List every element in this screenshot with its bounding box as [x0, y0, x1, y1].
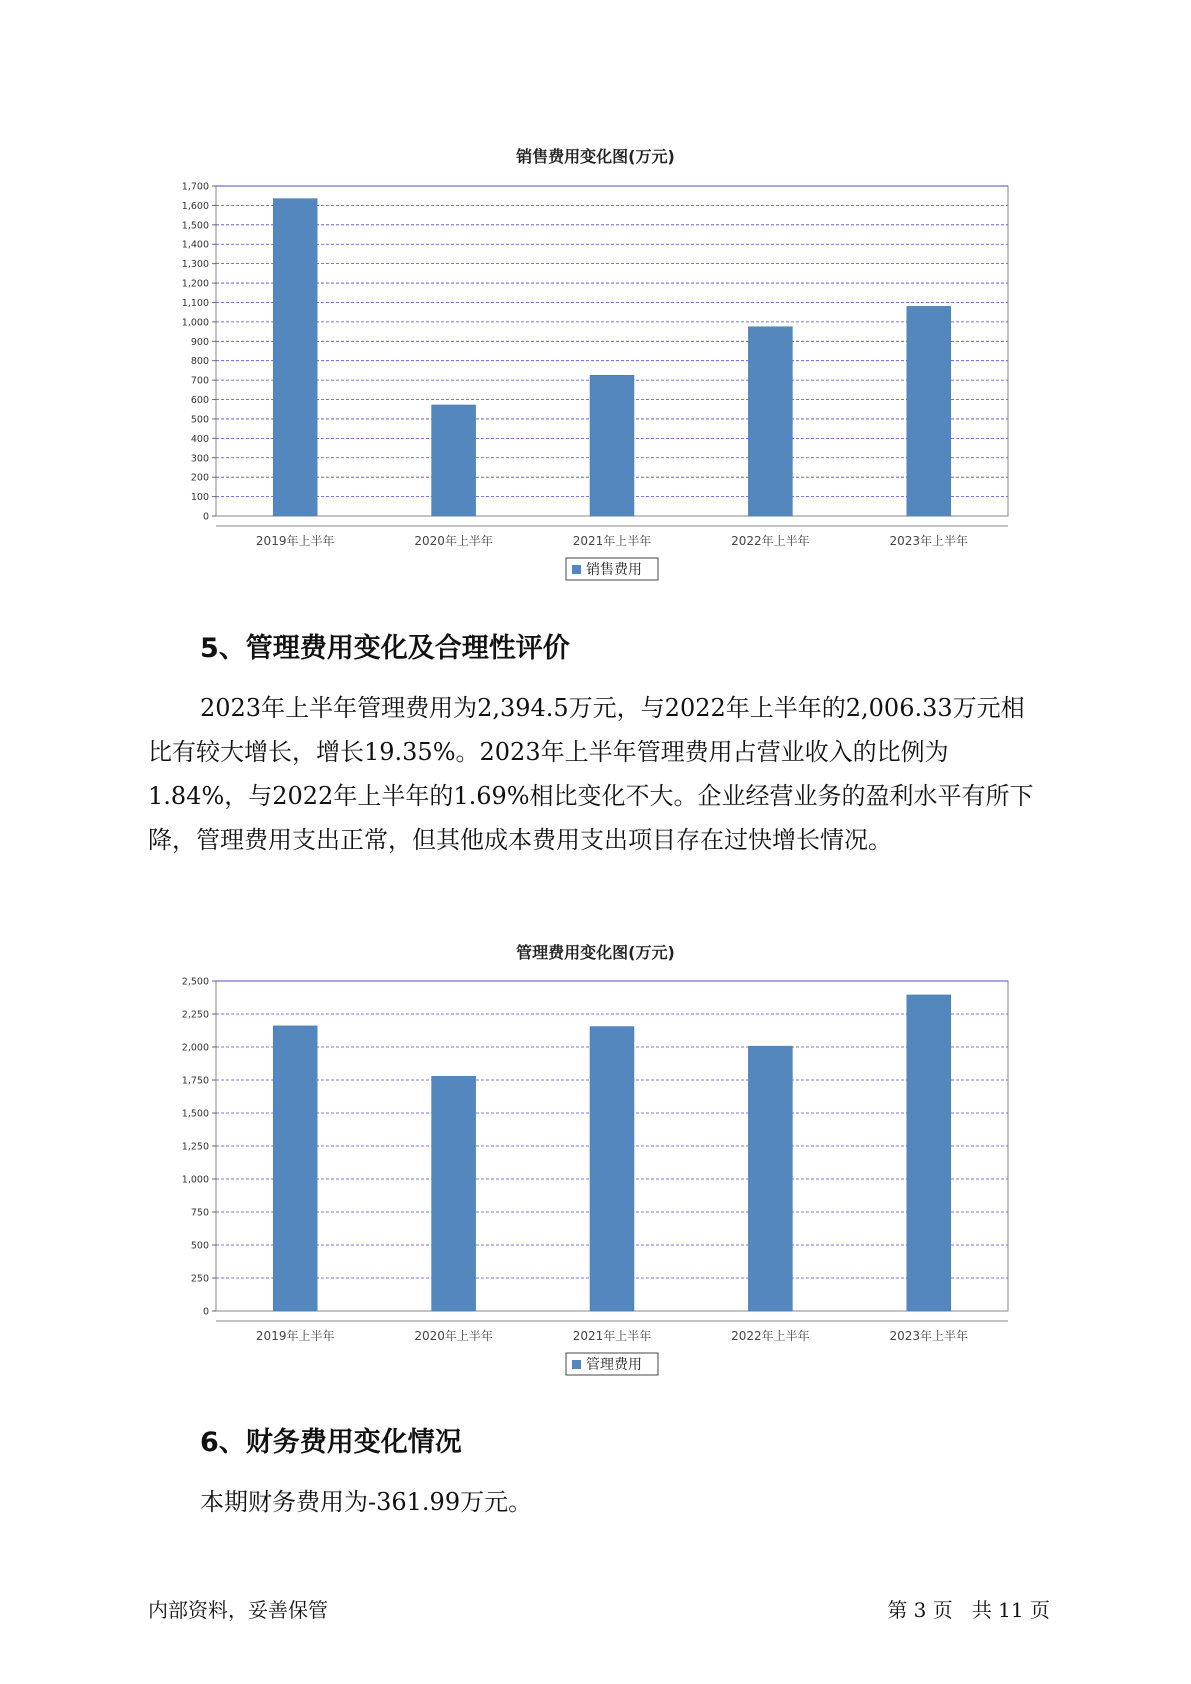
bar — [748, 1046, 792, 1311]
y-tick-label: 0 — [202, 1306, 209, 1318]
y-tick-label: 1,000 — [181, 317, 209, 329]
y-tick-label: 1,700 — [181, 181, 209, 193]
section5-paragraph-block — [148, 686, 1048, 862]
x-tick-label: 2022年上半年 — [731, 1329, 810, 1343]
bar — [590, 375, 634, 516]
section6-paragraph-block — [148, 1480, 1048, 1524]
section6-paragraph: 本期财务费用为-361.99万元。 — [200, 1488, 533, 1516]
y-tick-label: 600 — [190, 395, 209, 407]
section5-paragraph: 2023年上半年管理费用为2,394.5万元，与2022年上半年的2,006.33万元相比有较大增长，增长19.35%。2023年上半年管理费用占营业收入的比例为1.84%，与2022年上半年的1.69%相比变化不大。企业经营业务的盈利水平有所下降，管理费用支出正常，但其他成本费用支出项目存在过快增长情况。 — [148, 694, 1034, 854]
footer-page-number: 第 3 页 共 11 页 — [887, 1598, 1050, 1622]
y-tick-label: 0 — [202, 511, 209, 523]
y-tick-label: 1,750 — [181, 1075, 209, 1087]
sales-expense-chart — [0, 160, 1191, 600]
y-tick-label: 400 — [190, 433, 209, 445]
y-tick-label: 2,250 — [181, 1009, 209, 1021]
x-tick-label: 2019年上半年 — [255, 534, 335, 548]
legend-swatch — [572, 565, 581, 574]
chart-title-sales: 销售费用变化图(万元) — [516, 147, 675, 166]
bar — [590, 1027, 634, 1311]
legend-swatch — [572, 1360, 581, 1369]
x-tick-label: 2022年上半年 — [731, 534, 810, 548]
y-tick-label: 1,000 — [181, 1174, 209, 1186]
section5-heading: 5、管理费用变化及合理性评价 — [200, 633, 570, 664]
y-tick-label: 200 — [190, 472, 209, 484]
y-tick-label: 500 — [190, 1240, 209, 1252]
x-tick-label: 2023年上半年 — [889, 1329, 969, 1343]
admin-expense-chart — [0, 958, 1191, 1398]
y-tick-label: 1,100 — [181, 297, 209, 309]
x-tick-label: 2020年上半年 — [414, 1329, 493, 1343]
x-tick-label: 2023年上半年 — [889, 534, 969, 548]
y-tick-label: 1,300 — [181, 259, 209, 271]
y-tick-label: 700 — [190, 375, 209, 387]
y-tick-label: 900 — [190, 336, 209, 348]
y-tick-label: 1,500 — [181, 220, 209, 232]
y-tick-label: 2,000 — [181, 1042, 209, 1054]
y-tick-label: 500 — [190, 414, 209, 426]
legend-label: 销售费用 — [586, 562, 642, 578]
legend-label: 管理费用 — [586, 1357, 642, 1373]
y-tick-label: 1,200 — [181, 278, 209, 290]
footer-confidential-note: 内部资料，妥善保管 — [148, 1598, 328, 1622]
bar — [273, 199, 317, 516]
section6-heading: 6、财务费用变化情况 — [200, 1427, 462, 1458]
y-tick-label: 750 — [190, 1207, 209, 1219]
bar — [907, 995, 951, 1311]
y-tick-label: 800 — [190, 356, 209, 368]
y-tick-label: 100 — [190, 492, 209, 504]
bar — [748, 327, 792, 516]
chart-title-admin: 管理费用变化图(万元) — [516, 943, 675, 962]
x-tick-label: 2019年上半年 — [255, 1329, 335, 1343]
x-tick-label: 2020年上半年 — [414, 534, 493, 548]
y-tick-label: 300 — [190, 453, 209, 465]
x-tick-label: 2021年上半年 — [572, 1329, 652, 1343]
x-tick-label: 2021年上半年 — [572, 534, 652, 548]
y-tick-label: 1,500 — [181, 1108, 209, 1120]
y-tick-label: 1,600 — [181, 200, 209, 212]
y-tick-label: 1,250 — [181, 1141, 209, 1153]
bar — [432, 1076, 476, 1311]
bar — [273, 1026, 317, 1311]
y-tick-label: 250 — [190, 1273, 209, 1285]
y-tick-label: 1,400 — [181, 239, 209, 251]
y-tick-label: 2,500 — [181, 976, 209, 988]
bar — [432, 405, 476, 516]
bar — [907, 306, 951, 516]
